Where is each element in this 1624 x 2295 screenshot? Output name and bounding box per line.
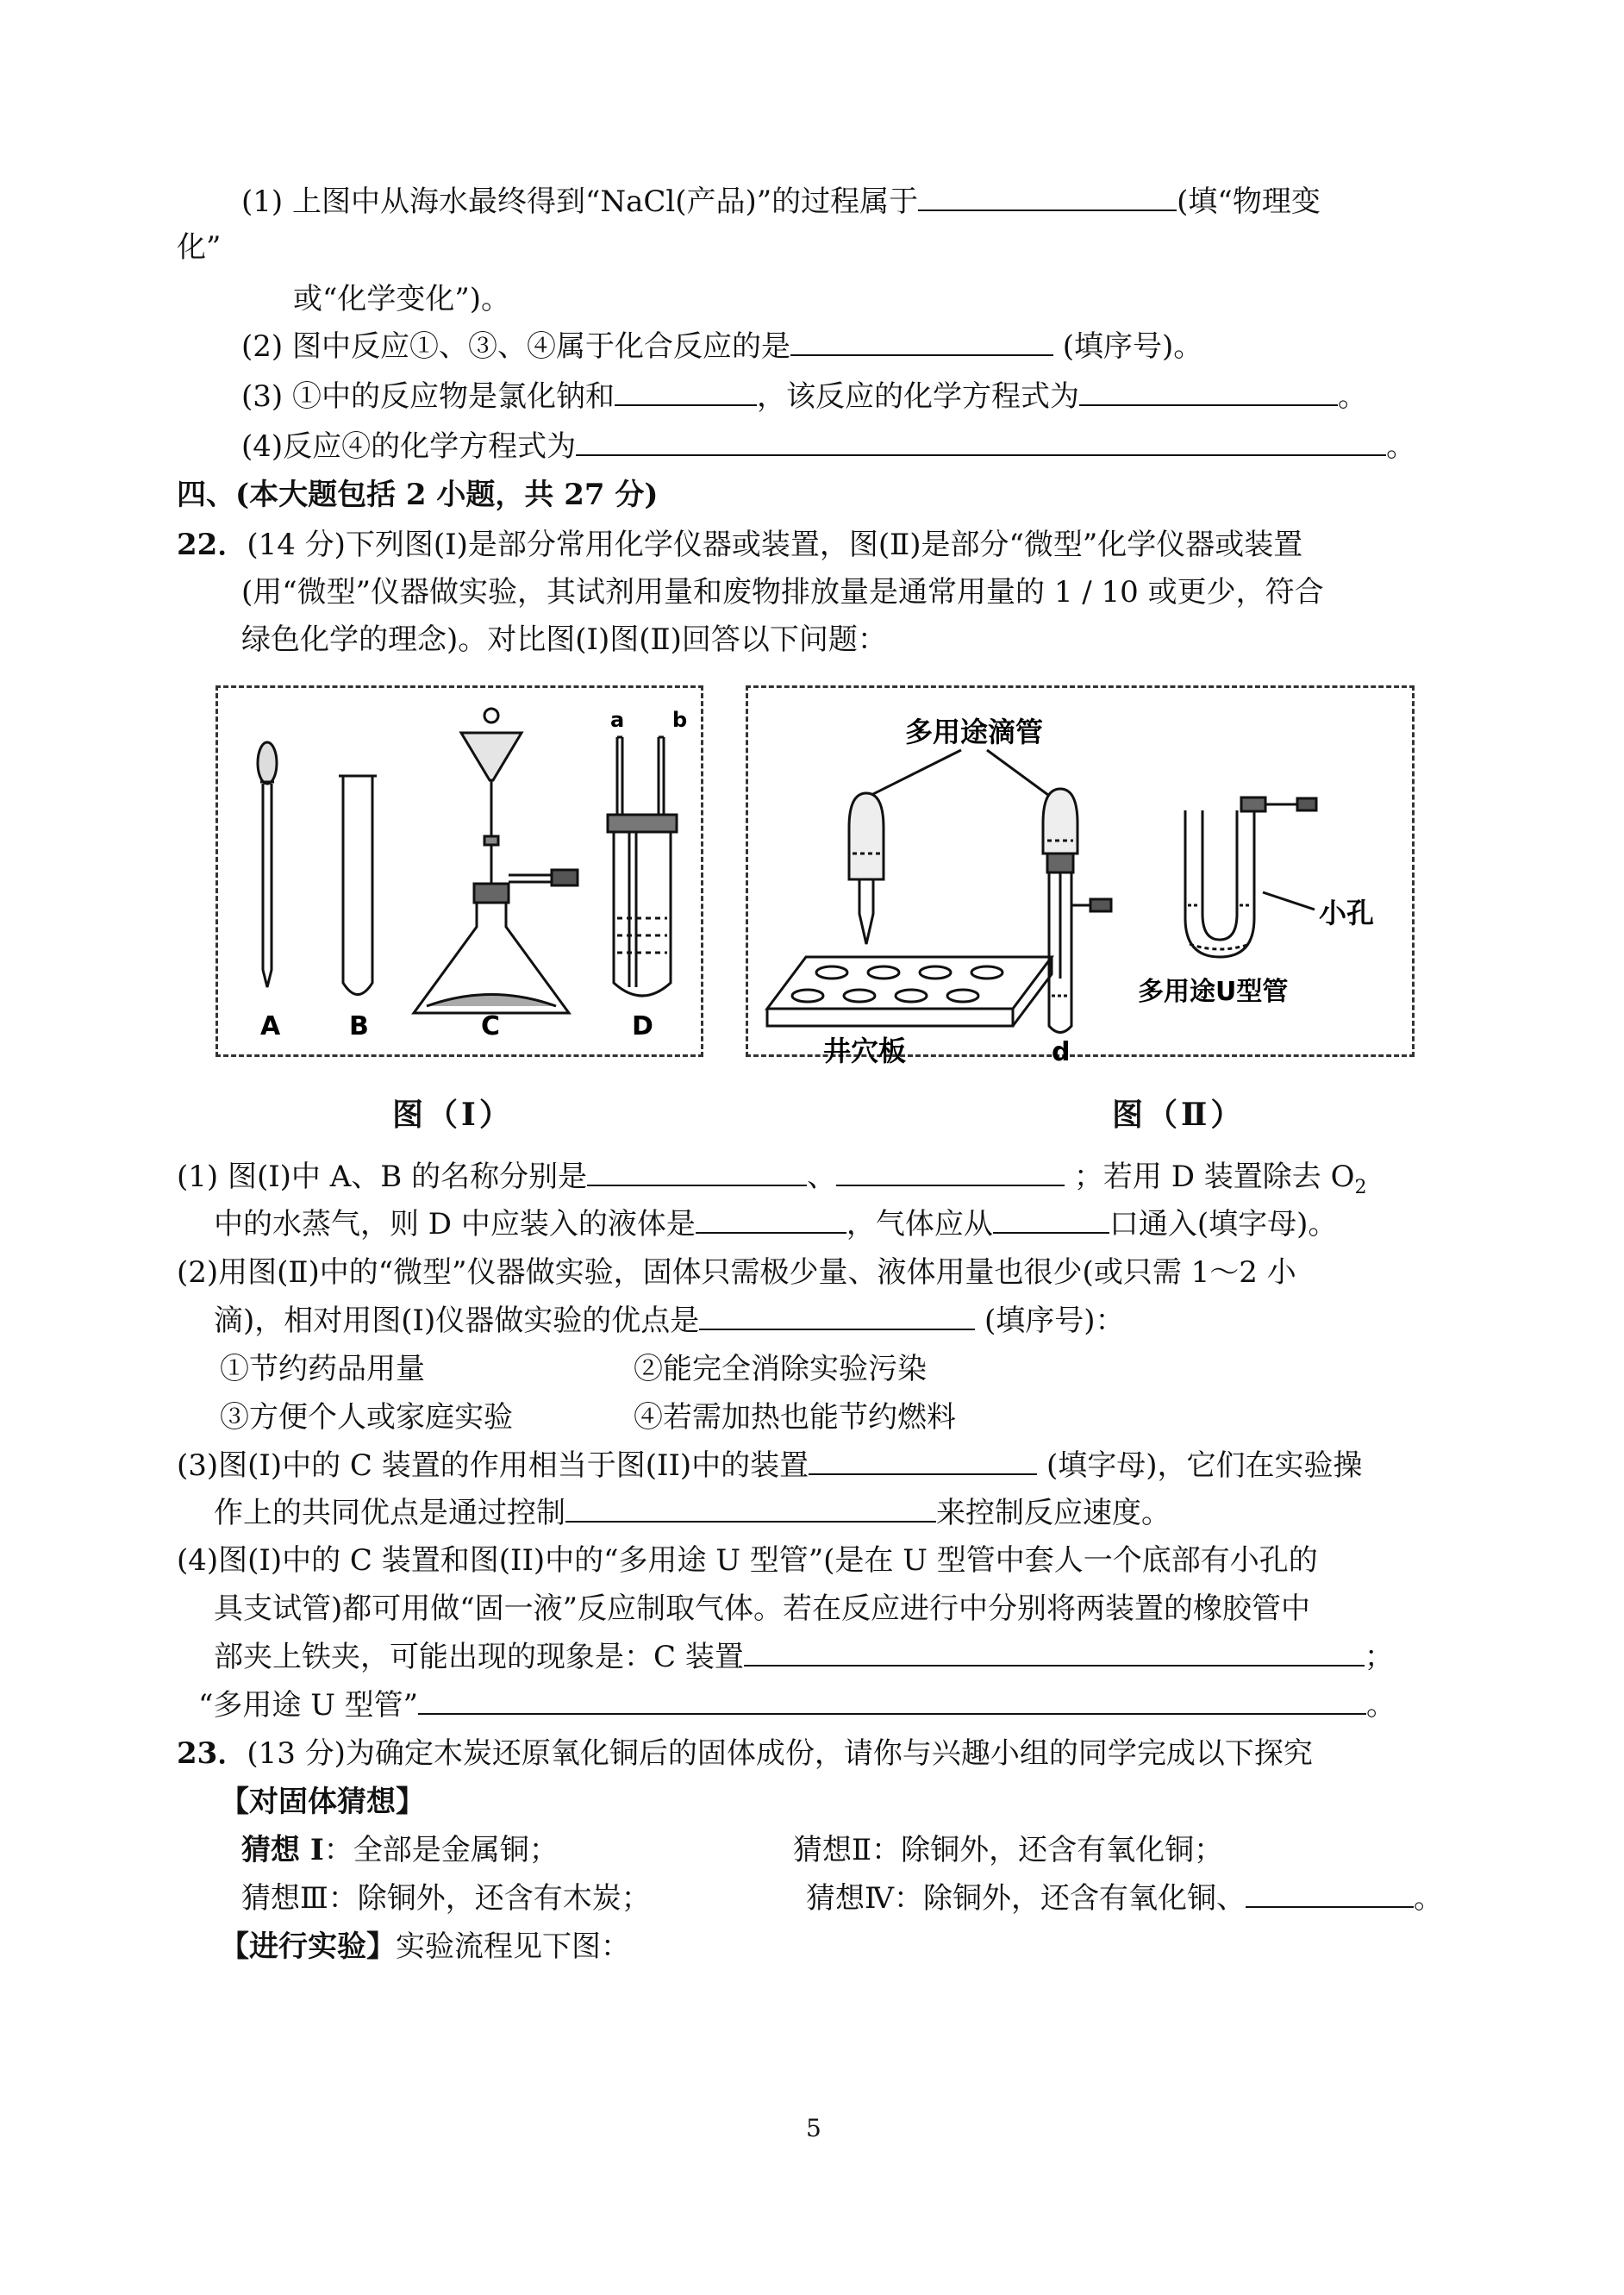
answer-blank[interactable] (418, 1687, 1366, 1715)
q23-guess-4: 猜想Ⅳ：除铜外，还含有氧化铜、 。 (806, 1881, 1443, 1916)
q22-option-1: ①节约药品用量 (220, 1352, 425, 1386)
q22-part2-cont: 滴)，相对用图(I)仪器做实验的优点是 (填序号)： (214, 1304, 1125, 1338)
q22-part3: (3)图(Ⅰ)中的 C 装置的作用相当于图(II)中的装置 (填字母)，它们在实验操 (177, 1448, 1363, 1483)
q23-intro: 23．(13 分)为确定木炭还原氧化铜后的固体成份，请你与兴趣小组的同学完成以下探究 (177, 1736, 1313, 1771)
q23-guess-1: 猜想 I：全部是金属铜； (241, 1833, 559, 1867)
q22-option-4: ④若需加热也能节约燃料 (634, 1400, 956, 1435)
q22-intro-1: 22．(14 分)下列图(Ⅰ)是部分常用化学仪器或装置，图(Ⅱ)是部分“微型”化学仪器或装置 (177, 528, 1303, 562)
q21-part1: (1) 上图中从海水最终得到“NaCl(产品)”的过程属于 (填“物理变 (241, 184, 1321, 219)
q22-part4: (4)图(Ⅰ)中的 C 装置和图(II)中的“多用途 U 型管”(是在 U 型管中套人一个底部有小孔的 (177, 1543, 1318, 1578)
answer-blank[interactable] (565, 1495, 936, 1523)
u-tube-icon (1185, 797, 1316, 957)
q23-heading-guess: 【对固体猜想】 (220, 1785, 425, 1819)
answer-blank[interactable] (1246, 1880, 1414, 1908)
q21-part3: (3) ①中的反应物是氯化钠和 ，该反应的化学方程式为 。 (241, 379, 1367, 414)
q22-part4-cont-1: 具支试管)都可用做“固一液”反应制取气体。若在反应进行中分别将两装置的橡胶管中 (214, 1591, 1311, 1626)
answer-blank[interactable] (809, 1448, 1037, 1475)
section-title: 四、(本大题包括 2 小题，共 27 分) (177, 478, 659, 512)
q23-heading-experiment: 【进行实验】实验流程见下图： (220, 1929, 630, 1964)
answer-blank[interactable] (587, 1159, 807, 1186)
dropper-icon (849, 793, 884, 944)
dropper-label: 多用途滴管 (905, 716, 1044, 748)
well-plate-label: 井穴板 (823, 1035, 907, 1067)
figure-2-label-d: d (1052, 1037, 1071, 1067)
tube-d-icon (1043, 789, 1111, 1033)
dropper-a-icon (258, 742, 277, 987)
q21-part1-cont: 或“化学变化”)。 (293, 282, 511, 316)
q23-guess-2: 猜想Ⅱ：除铜外，还含有氧化铜； (793, 1833, 1224, 1867)
tube-label-b: b (672, 708, 688, 732)
well-plate-icon (767, 957, 1052, 1026)
q22-option-2: ②能完全消除实验污染 (634, 1352, 927, 1386)
q22-part3-cont: 作上的共同优点是通过控制 来控制反应速度。 (214, 1496, 1171, 1530)
q22-intro-3: 绿色化学的理念)。对比图(I)图(Ⅱ)回答以下问题： (241, 622, 887, 657)
figure-1-label-c: C (481, 1011, 501, 1041)
figure-2-apparatus (746, 685, 1409, 1067)
bottle-d-icon (608, 737, 677, 996)
answer-blank[interactable] (836, 1159, 1065, 1186)
q22-part4-cont-2: 部夹上铁夹，可能出现的现象是：C 装置 ； (214, 1640, 1394, 1674)
figure-1-label-d: D (632, 1011, 653, 1041)
flask-c-icon (414, 709, 578, 1013)
page-number: 5 (806, 2114, 821, 2142)
q21-part4: (4)反应④的化学方程式为 。 (241, 429, 1416, 464)
q22-option-3: ③方便个人或家庭实验 (220, 1400, 513, 1435)
answer-blank[interactable] (744, 1639, 1365, 1667)
figure-2-caption: 图（Ⅱ） (1112, 1097, 1246, 1133)
figure-1-label-a: A (260, 1011, 281, 1041)
figure-1-apparatus (215, 685, 698, 1052)
q22-part1: (1) 图(Ⅰ)中 A、B 的名称分别是 、 ；若用 D 装置除去 $O_2$ (177, 1160, 1367, 1198)
answer-blank[interactable] (993, 1206, 1109, 1234)
answer-blank[interactable] (576, 428, 1386, 456)
answer-blank[interactable] (1079, 378, 1338, 406)
answer-blank[interactable] (790, 328, 1053, 356)
q21-part1-wrap: 化” (177, 230, 222, 265)
figure-1-caption: 图（Ⅰ） (392, 1097, 514, 1133)
test-tube-b-icon (339, 776, 377, 995)
q21-part2: (2) 图中反应①、③、④属于化合反应的是 (填序号)。 (241, 329, 1203, 364)
answer-blank[interactable] (699, 1303, 975, 1330)
tube-label-a: a (610, 708, 625, 732)
answer-blank[interactable] (918, 184, 1177, 211)
q23-guess-3: 猜想Ⅲ：除铜外，还含有木炭； (241, 1881, 651, 1916)
q22-intro-2: (用“微型”仪器做实验，其试剂用量和废物排放量是通常用量的 1 / 10 或更少，符合 (241, 575, 1324, 610)
u-tube-label: 多用途U型管 (1138, 977, 1289, 1007)
q22-part1-cont: 中的水蒸气，则 D 中应装入的液体是 ，气体应从 口通入(填字母)。 (214, 1207, 1338, 1241)
hole-label: 小孔 (1319, 897, 1375, 929)
q22-part4-cont-3: “多用途 U 型管” 。 (198, 1688, 1396, 1723)
figure-1-label-b: B (349, 1011, 369, 1041)
answer-blank[interactable] (615, 378, 757, 406)
q22-part2: (2)用图(Ⅱ)中的“微型”仪器做实验，固体只需极少量、液体用量也很少(或只需 1～2 小 (177, 1255, 1296, 1290)
answer-blank[interactable] (696, 1206, 846, 1234)
